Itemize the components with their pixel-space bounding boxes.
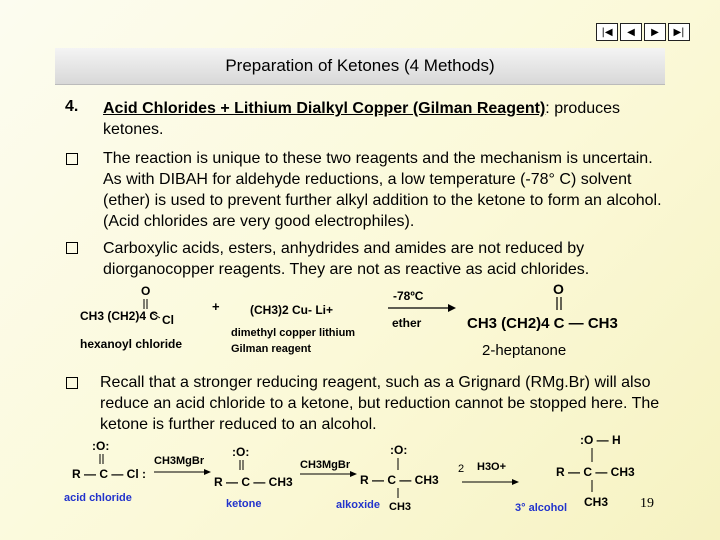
bullet-text: Carboxylic acids, esters, anhydrides and amides are not reduced by diorganocopper reagents. They are not as reactive as acid chlorides. — [103, 240, 590, 278]
arrow-head — [204, 469, 211, 475]
page-number: 19 — [640, 496, 654, 511]
bullet-box-icon — [66, 377, 78, 389]
atom-label: CH3 — [584, 495, 609, 509]
next-slide-button[interactable]: ▶ — [644, 23, 666, 41]
item4-heading: Acid Chlorides + Lithium Dialkyl Copper (Gilman Reagent) — [103, 100, 546, 117]
step-number: 2 — [458, 463, 465, 475]
chlorine-atom: Cl — [162, 313, 174, 327]
grignard-reaction-scheme — [0, 430, 720, 520]
atom-label: :O — H — [580, 433, 621, 447]
alcohol-label: 3° alcohol — [515, 502, 568, 514]
atom-label: R — C — CH3 — [556, 465, 635, 479]
bullet-box-icon — [66, 242, 78, 254]
reagent-name: Gilman reagent — [231, 343, 312, 355]
temperature-label: -78ºC — [393, 289, 424, 303]
item4-text — [103, 98, 663, 140]
arrow-head — [512, 479, 519, 485]
alkoxide-label: alkoxide — [336, 499, 381, 511]
grignard-reagent: CH3MgBr — [300, 459, 351, 471]
atom-label: R — C — Cl : — [72, 467, 146, 481]
previous-slide-button[interactable]: ◀ — [620, 23, 642, 41]
carbonyl-oxygen: O — [141, 284, 151, 298]
product-name: 2-heptanone — [482, 342, 567, 359]
last-slide-button[interactable]: ▶| — [668, 23, 690, 41]
atom-label: R — C — CH3 — [214, 475, 293, 489]
plus-sign: + — [212, 299, 220, 314]
ketone-label: ketone — [226, 498, 262, 510]
atom-label: :O: — [390, 443, 408, 457]
item4-rest: : produces ketones. — [103, 100, 621, 138]
reagent-name: dimethyl copper lithium — [231, 327, 356, 339]
acid-chloride-label: acid chloride — [64, 492, 132, 504]
grignard-reagent: CH3MgBr — [154, 455, 205, 467]
slide-title: Preparation of Ketones (4 Methods) — [55, 48, 665, 85]
first-slide-button[interactable]: |◀ — [596, 23, 618, 41]
product-formula: CH3 (CH2)4 C — CH3 — [467, 315, 618, 332]
reactant-name: hexanoyl chloride — [80, 337, 183, 351]
bullet-text: The reaction is unique to these two reagents and the mechanism is uncertain. As with DIBAH for aldehyde reductions, a low temperature (-78° C) solvent (ether) is used to prevent further alkyl addition to the ketone to form an alcohol. (Acid chlorides are very good electrophiles). — [103, 150, 662, 230]
bullet-box-icon — [66, 153, 78, 165]
slide-navigation — [596, 23, 690, 41]
atom-label: :O: — [232, 445, 250, 459]
solvent-label: ether — [392, 316, 422, 330]
atom-label: :O: — [92, 439, 110, 453]
atom-label: R — C — CH3 — [360, 473, 439, 487]
gilman-reaction-scheme — [0, 280, 720, 360]
arrow-head — [448, 304, 456, 312]
item-number: 4. — [65, 98, 79, 115]
arrow-head — [350, 471, 357, 477]
gilman-formula: (CH3)2 Cu- Li+ — [250, 303, 334, 317]
bullet-text: Recall that a stronger reducing reagent, such as a Grignard (RMg.Br) will also reduce an acid chloride to a ketone, but reduction cannot be stopped here. The ketone is further reduced to an alcohol. — [100, 374, 660, 433]
reactant-formula: CH3 (CH2)4 C — [80, 309, 159, 323]
acid-workup: H3O+ — [477, 461, 507, 473]
atom-label: CH3 — [389, 501, 412, 513]
product-oxygen: O — [553, 281, 564, 297]
